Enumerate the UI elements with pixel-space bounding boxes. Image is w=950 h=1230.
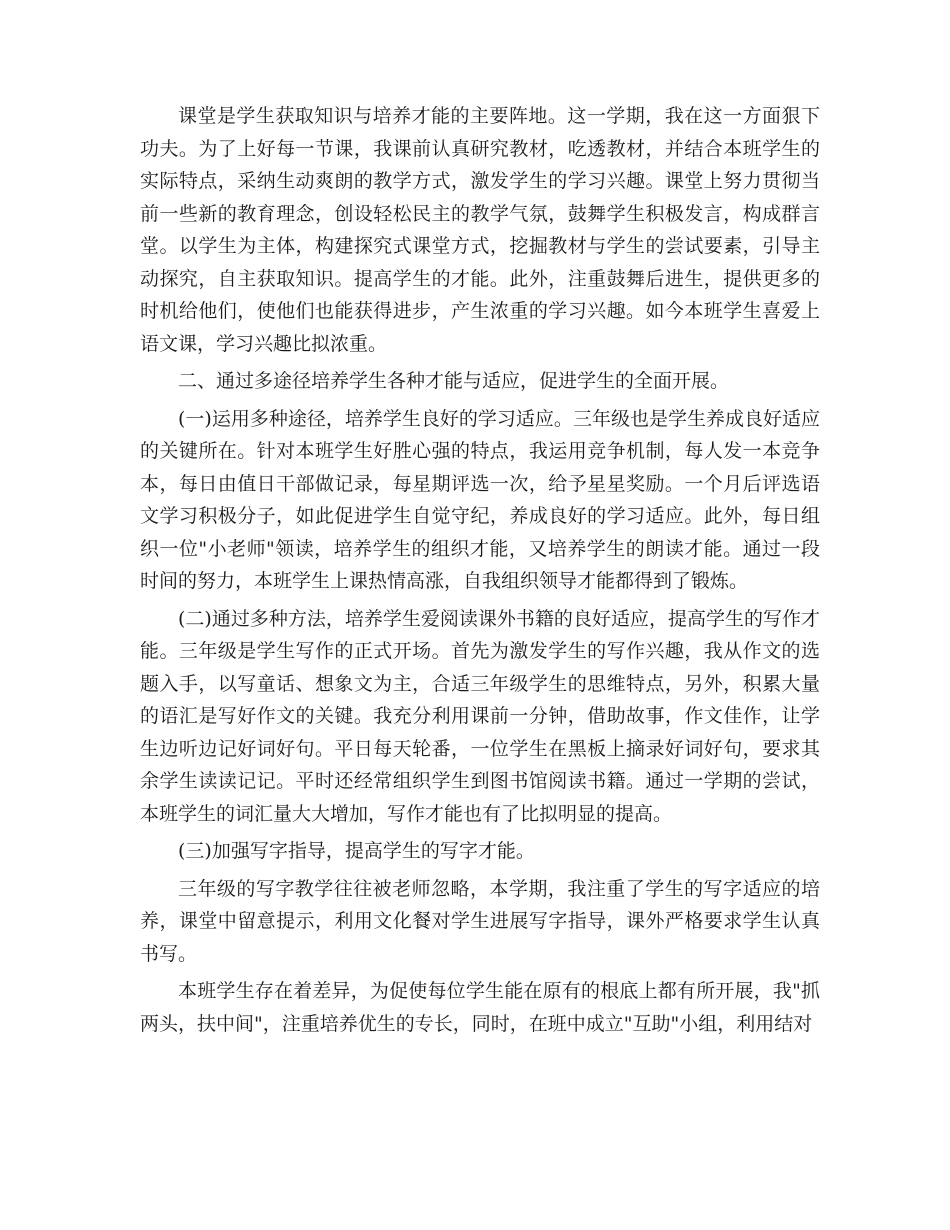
paragraph-item-one: (一)运用多种途径，培养学生良好的学习适应。三年级也是学生养成良好适应的关键所在。针对本班学生好胜心强的特点，我运用竞争机制，每人发一本竞争本，每日由值日干部做记录，每星期评选一次，给予星星奖励。一个月后评选语文学习积极分子，如此促进学生自觉守纪，养成良好的学习适应。此外，每日组织一位"小老师"领读，培养学生的组织才能，又培养学生的朗读才能。通过一段时间的努力，本班学生上课热情高涨，自我组织领导才能都得到了锻炼。 [140,407,820,592]
paragraph-classroom: 课堂是学生获取知识与培养才能的主要阵地。这一学期，我在这一方面狠下功夫。为了上好每一节课，我课前认真研究教材，吃透教材，并结合本班学生的实际特点，采纳生动爽朗的教学方式，激发学生的学习兴趣。课堂上努力贯彻当前一些新的教育理念，创设轻松民主的教学气氛，鼓舞学生积极发言，构成群言堂。以学生为主体，构建探究式课堂方式，挖掘教材与学生的尝试要素，引导主动探究，自主获取知识。提高学生的才能。此外，注重鼓舞后进生，提供更多的时机给他们，使他们也能获得进步，产生浓重的学习兴趣。如今本班学生喜爱上语文课，学习兴趣比拟浓重。 [140,105,820,355]
paragraph-writing-instruction: 三年级的写字教学往往被老师忽略，本学期，我注重了学生的写字适应的培养，课堂中留意提示，利用文化餐对学生进展写字指导，课外严格要求学生认真书写。 [140,877,820,965]
document-body [140,100,820,1045]
paragraph-section-two-heading: 二、通过多途径培养学生各种才能与适应，促进学生的全面开展。 [178,370,730,392]
paragraph-student-differences: 本班学生存在着差异，为促使每位学生能在原有的根底上都有所开展，我"抓两头，扶中间"，注重培养优生的专长，同时，在班中成立"互助"小组，利用结对 [140,980,820,1035]
paragraph-item-three-heading: (三)加强写字指导，提高学生的写字才能。 [178,840,535,862]
paragraph-item-two: (二)通过多种方法，培养学生爱阅读课外书籍的良好适应，提高学生的写作才能。三年级是学生写作的正式开场。首先为激发学生的写作兴趣，我从作文的选题入手，以写童话、想象文为主，合适三年级学生的思维特点，另外，积累大量的语汇是写好作文的关键。我充分利用课前一分钟，借助故事，作文佳作，让学生边听边记好词好句。平日每天轮番，一位学生在黑板上摘录好词好句，要求其余学生读读记记。平时还经常组织学生到图书馆阅读书籍。通过一学期的尝试，本班学生的词汇量大大增加，写作才能也有了比拟明显的提高。 [140,607,820,825]
